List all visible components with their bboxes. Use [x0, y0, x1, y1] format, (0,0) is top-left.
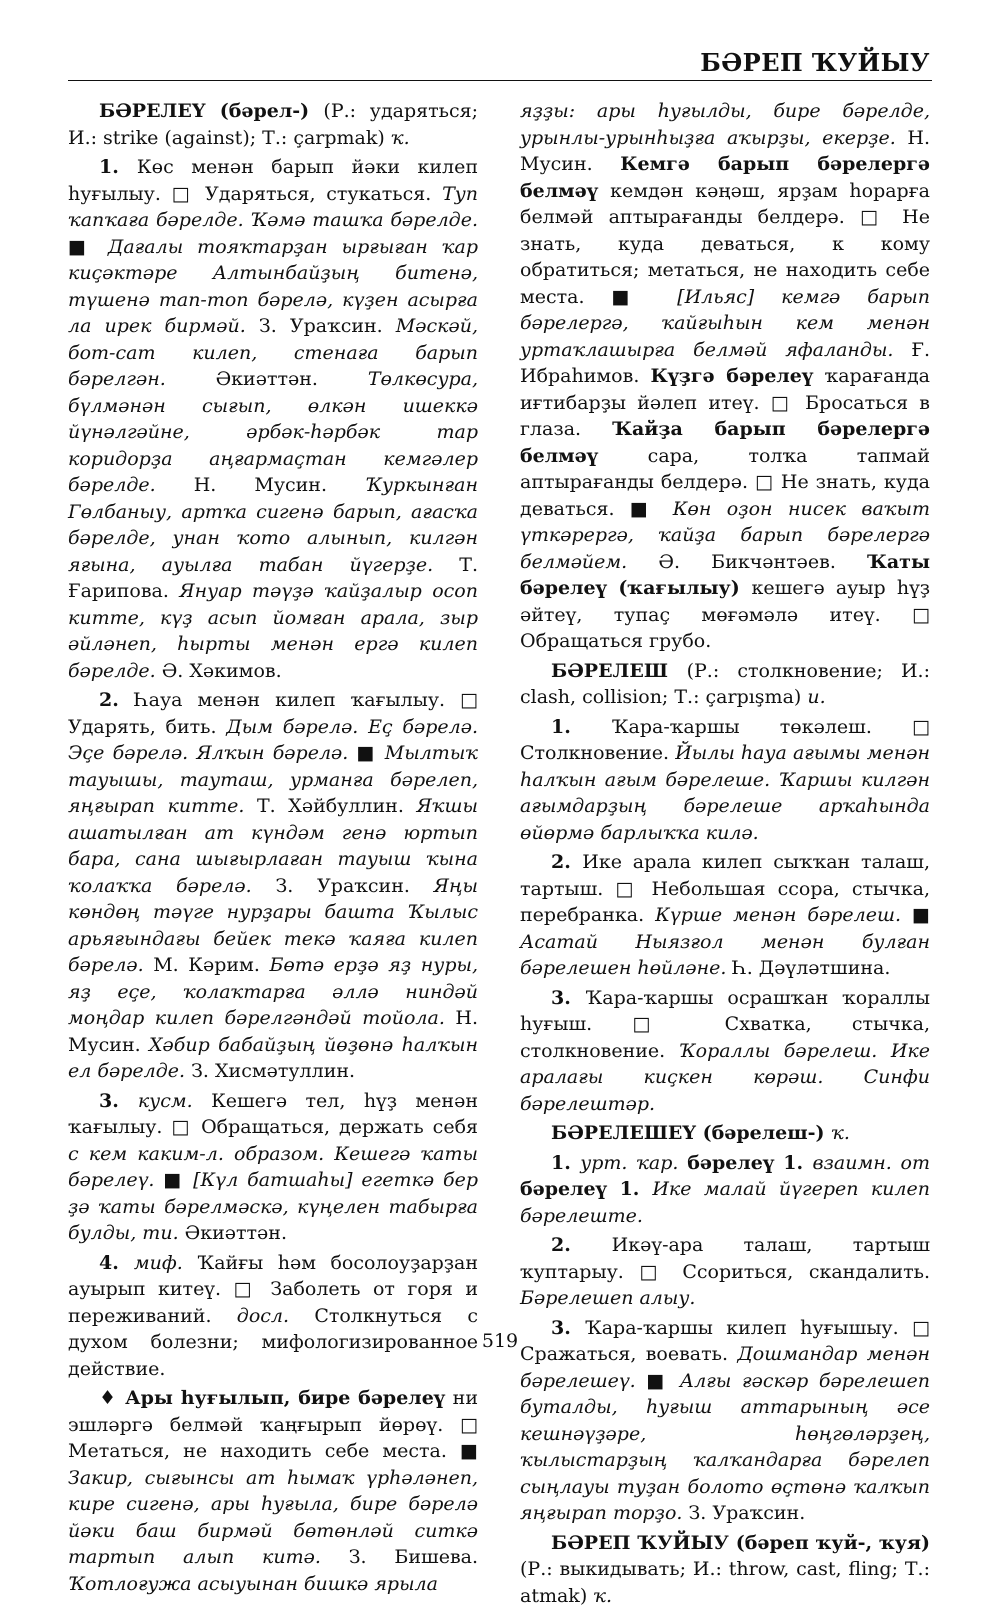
- example-text: Януар тәүҙә ҡайҙалыр осоп китте, күҙ асып йомған арала, зыр әйләнеп, һырты менән ергә килеп бәрелде.: [68, 580, 478, 682]
- dictionary-entry: [520, 1530, 930, 1609]
- headword-text: ♦ Ары һуғылып, бире бәрелеү: [99, 1387, 453, 1409]
- definition-text: ■: [163, 1169, 193, 1191]
- definition-text: Көс менән барып йәки килеп һуғылыу. □ Ударяться, стукаться.: [68, 156, 478, 205]
- example-text: Яҡшы ашатылған ат күндәм генә юртып бара, сана шығырлаған тауыш ҡына ҡолаҡҡа бәрелә.: [68, 795, 478, 897]
- definition-text: Ҡара-ҡаршы килеп һуғышыу. □ Сражаться, воевать.: [520, 1317, 930, 1366]
- definition-text: ни эшләргә белмәй ҡаңғырып йөрөү. □ Метаться, не находить себе места. ■: [68, 1387, 478, 1462]
- definition-text: Ғ. Ибраһимов.: [520, 339, 930, 388]
- example-text: Асатай Ныязғол менән булған бәрелешен һөйләне.: [520, 931, 930, 980]
- example-text: Дағалы тояҡтарҙан ырғыған ҡар киҫәктәре Алтынбайҙың битенә, түшенә тап-топ бәрелә, күҙен асырға ла ирек бирмәй.: [68, 236, 478, 338]
- definition-text: (Р.: столкновение; И.: clash, collision; Т.: çarpışma): [520, 660, 930, 709]
- definition-text: Һауа менән килеп ҡағылыу. □ Ударять, бить.: [68, 689, 478, 738]
- headword-text: Ҡаты бәрелеү (ҡағылыу): [520, 551, 930, 600]
- definition-text: М. Кәрим.: [153, 954, 269, 976]
- definition-text: Н. Мусин.: [68, 1007, 478, 1056]
- definition-text: сара, толҡа тапмай аптырағанды белдерә. □ Не знать, куда деваться. ■: [520, 445, 930, 520]
- example-text: Ҡораллы бәрелеш. Ике аралағы киҫкен көрәш. Синфи бәрелештәр.: [520, 1040, 930, 1115]
- example-text: Бәрелешеп алыу.: [520, 1287, 695, 1309]
- dictionary-cont: [520, 98, 930, 655]
- headword-text: бәрелеү 1.: [687, 1152, 812, 1174]
- definition-text: Ә. Хәкимов.: [162, 660, 282, 682]
- example-text: Алғы ғәскәр бәрелешеп буталды, һуғыш аттарының әсе кешнәүҙәре, һөңгөләрҙең, ҡылыстарҙың ҡалҡандарға бәрелеп сыңлауы туҙан болото өҫтөнә ҡалҡып яңғырап торҙо.: [520, 1370, 930, 1525]
- headword-text: БӘРЕЛЕҮ (бәрел-): [99, 100, 323, 122]
- example-text: Төлкөсура, бүлмәнән сығып, өлкән ишеккә йүнәлгәйне, әрбәк-һәрбәк тар коридорҙа аңғармаҫтан кемгәлер бәрелде.: [68, 368, 478, 496]
- dictionary-sense: [520, 714, 930, 847]
- example-text: Яңы көндөң тәүге нурҙары башта Ҡылыс арьяғындағы бейек текә ҡаяға килеп бәрелә.: [68, 875, 478, 977]
- example-text: ҡ.: [831, 1122, 850, 1144]
- definition-text: Кешегә тел, һүҙ менән ҡағылыу. □ Обращаться, держать себя: [68, 1090, 478, 1139]
- definition-text: Столкнуться с духом болезни; мифологизированное действие.: [68, 1305, 478, 1380]
- example-text: Хәбир бабайҙың йөҙөнә һалҡын ел бәрелде.: [68, 1034, 478, 1083]
- dictionary-entry: [520, 1120, 930, 1147]
- definition-text: З. Ураҡсин.: [259, 315, 396, 337]
- headword-text: 4.: [99, 1252, 134, 1274]
- definition-text: Ҡара-ҡаршы осрашҡан ҡораллы һуғыш. □ Схватка, стычка, столкновение.: [520, 987, 930, 1062]
- definition-text: Т. Хәйбуллин.: [257, 795, 416, 817]
- definition-text: З. Хисмәтуллин.: [191, 1060, 355, 1082]
- example-text: Күрше менән бәрелеш.: [655, 904, 912, 926]
- definition-text: ■: [646, 1370, 679, 1392]
- example-text: Ике малай йүгереп килеп бәрелеште.: [520, 1178, 930, 1227]
- definition-text: З. Ураҡсин.: [688, 1502, 805, 1524]
- headword-text: бәрелеү 1.: [520, 1178, 652, 1200]
- example-text: Көн оҙон нисек ваҡыт үткәрергә, ҡайҙа барып бәрелергә белмәйем.: [520, 498, 930, 573]
- example-text: [Ильяс] кемгә барып бәрелергә, ҡайғыһын кем менән уртаҡлашырға белмәй яфаланды.: [520, 286, 930, 361]
- example-text: ҡ.: [391, 127, 410, 149]
- dictionary-sense: [520, 985, 930, 1118]
- example-text: Туп ҡапҡаға бәрелде. Ҡәмә ташҡа бәрелде.: [68, 183, 478, 232]
- headword-text: 1.: [551, 1152, 580, 1174]
- dictionary-sense: [68, 1088, 478, 1247]
- definition-text: Һ. Дәүләтшина.: [732, 957, 890, 979]
- definition-text: (Р.: ударяться; И.: strike (against); Т.: çarpmak): [68, 100, 478, 149]
- definition-text: (Р.: выкидывать; И.: throw, cast, fling; Т.: atmak): [520, 1558, 930, 1607]
- example-text: взаимн. от: [812, 1152, 930, 1174]
- definition-text: Н. Мусин.: [194, 474, 365, 496]
- headword-text: 3.: [99, 1090, 138, 1112]
- dictionary-sense: [520, 849, 930, 982]
- example-text: Ҡуркынған Гөлбаныу, артҡа сигенә барып, ағасҡа бәрелде, унан ҡото алынып, килгән яғына, ауылға табан йүгерҙе.: [68, 474, 478, 576]
- definition-text: Икәү-ара талаш, тартыш ҡуптарыу. □ Ссориться, скандалить.: [520, 1234, 930, 1283]
- definition-text: кемдән кәңәш, ярҙам һорарға белмәй аптырағанды белдерә. □ Не знать, куда деваться, к кому обратиться; метаться, не находить себе места. ■: [520, 180, 930, 308]
- definition-text: Ҡара-ҡаршы төкәлеш. □ Столкновение.: [520, 716, 930, 765]
- example-text: яҙҙы: ары һуғылды, бире бәрелде, урынлы-урынһыҙға аҡырҙы, екерҙе.: [520, 100, 930, 149]
- headword-text: БӘРЕЛЕШЕҮ (бәрелеш-): [551, 1122, 831, 1144]
- example-text: и.: [807, 686, 825, 708]
- example-text: Мылтыҡ тауышы, тауташ, урманға бәрелеп, яңғырап китте.: [68, 742, 478, 817]
- definition-text: кешегә ауыр һүҙ әйтеү, тупаҫ мөғәмәлә итеү. □ Обращаться грубо.: [520, 577, 930, 652]
- headword-text: 1.: [99, 156, 137, 178]
- definition-text: Ә. Бикчәнтәев.: [658, 551, 867, 573]
- definition-text: Ике арала килеп сыҡҡан талаш, тартыш. □ Небольшая ссора, стычка, перебранка.: [520, 851, 930, 926]
- definition-text: Әкиәттән.: [216, 368, 368, 390]
- headword-text: 3.: [551, 1317, 585, 1339]
- dictionary-sense: [68, 154, 478, 684]
- definition-text: ■: [357, 742, 385, 764]
- example-text: Йылы һауа ағымы менән һалҡын ағым бәрелеше. Ҡаршы килгән ағымдарҙың бәрелеше арҡаһында өйөрмә барлыҡҡа килә.: [520, 742, 930, 844]
- example-text: Мәскәй, бот-сат килеп, стенаға барып бәрелгән.: [68, 315, 478, 390]
- right-column: [520, 98, 930, 1609]
- running-head: БӘРЕП ҠУЙЫУ: [700, 48, 930, 77]
- definition-text: ҡарағанда иғтибарҙы йәлеп итеү. □ Бросаться в глаза.: [520, 365, 930, 440]
- definition-text: Н. Мусин.: [520, 127, 930, 176]
- headword-text: 2.: [99, 689, 134, 711]
- definition-text: ■: [68, 236, 108, 258]
- example-text: [Күл батшаһы] егеткә бер ҙә ҡаты бәрелмәскә, күңелен табырға булды, ти.: [68, 1169, 478, 1244]
- headword-text: 3.: [551, 987, 585, 1009]
- dictionary-entry: [68, 98, 478, 151]
- example-text: с кем каким-л. образом. Кешегә ҡаты бәрелеү.: [68, 1143, 478, 1192]
- headword-text: Кемгә барып бәрелергә белмәү: [520, 153, 930, 202]
- example-text: урт. ҡар.: [580, 1152, 687, 1174]
- headword-text: БӘРЕП ҠУЙЫУ (бәреп ҡуй-, ҡуя): [551, 1532, 930, 1554]
- definition-text: ■: [912, 904, 930, 926]
- example-text: Закир, сығынсы ат һымаҡ үрһәләнеп, кире сигенә, ары һуғыла, бире бәрелә йәки баш бирмәй бөтөнләй ситкә тартып алып китә.: [68, 1467, 478, 1569]
- example-text: Бөтә ерҙә яҙ нуры, яҙ еҫе, ҡолаҡтарға әллә ниндәй моңдар килеп бәрелгәндәй тойола.: [68, 954, 478, 1029]
- header-rule: [68, 80, 932, 81]
- example-text: ҡ.: [593, 1585, 612, 1607]
- headword-text: 2.: [551, 1234, 612, 1256]
- definition-text: Әкиәттән.: [185, 1222, 287, 1244]
- headword-text: Күҙгә бәрелеү: [650, 365, 824, 387]
- example-text: кусм.: [138, 1090, 211, 1112]
- example-text: досл.: [237, 1305, 315, 1327]
- example-text: Дошмандар менән бәрелешеү.: [520, 1343, 930, 1392]
- definition-text: З. Бишева.: [349, 1546, 478, 1568]
- definition-text: З. Ураҡсин.: [275, 875, 433, 897]
- headword-text: БӘРЕЛЕШ: [551, 660, 687, 682]
- headword-text: Ҡайҙа барып бәрелергә белмәү: [520, 418, 930, 467]
- definition-text: Т. Ғарипова.: [68, 554, 478, 603]
- dictionary-sense: [520, 1150, 930, 1230]
- headword-text: 2.: [551, 851, 582, 873]
- definition-text: Ҡайғы һәм босолоуҙарҙан ауырып китеү. □ Заболеть от горя и переживаний.: [68, 1252, 478, 1327]
- headword-text: 1.: [551, 716, 612, 738]
- dictionary-entry: [520, 658, 930, 711]
- page-number: 519: [0, 1330, 1000, 1352]
- dictionary-phrase: [68, 1385, 478, 1597]
- example-text: миф.: [134, 1252, 197, 1274]
- example-text: Ҡотлоғужа асыуынан бишкә ярыла: [68, 1573, 438, 1595]
- dictionary-sense: [68, 1250, 478, 1383]
- left-column: [68, 98, 478, 1597]
- dictionary-sense: [520, 1232, 930, 1312]
- example-text: Дым бәрелә. Еҫ бәрелә. Эҫе бәрелә. Ялҡын бәрелә.: [68, 716, 478, 765]
- dictionary-sense: [68, 687, 478, 1085]
